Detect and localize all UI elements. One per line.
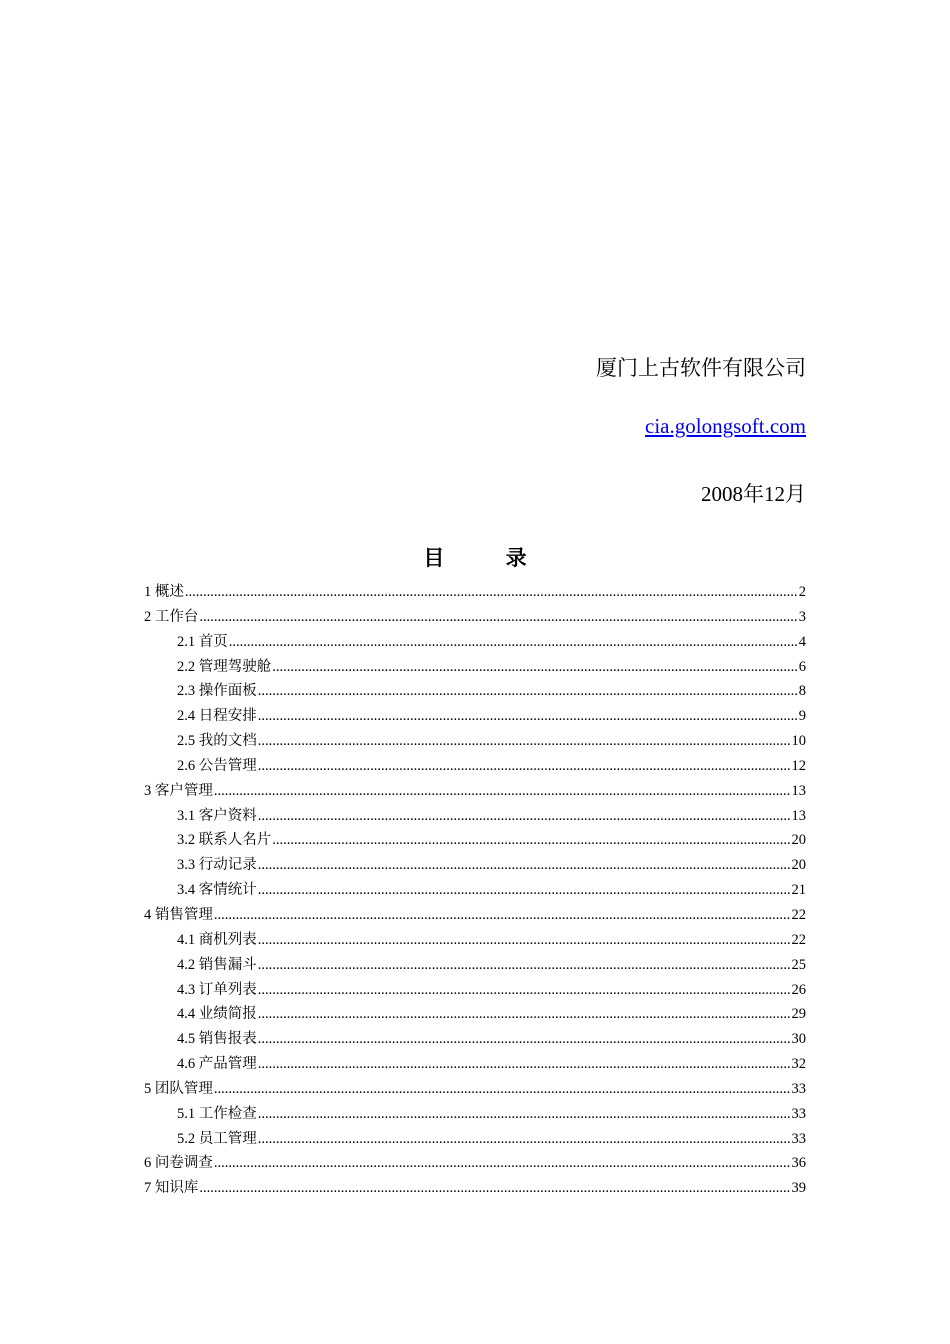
toc-entry-label: 2 工作台: [144, 608, 199, 625]
toc-dot-leader: [258, 978, 791, 1003]
toc-entry-label: 4.4 业绩简报: [177, 1006, 257, 1023]
toc-entry-label: 3.2 联系人名片: [177, 832, 272, 849]
toc-dot-leader: [214, 779, 791, 804]
toc-entry[interactable]: [144, 729, 806, 754]
toc-entry-page: 30: [791, 1031, 806, 1048]
toc-title: 目 录: [423, 546, 555, 570]
toc-entry-page: 22: [791, 906, 806, 923]
toc-entry-label: 1 概述: [144, 584, 184, 600]
toc-entry-page: 29: [791, 1006, 806, 1023]
toc-entry-page: 36: [791, 1155, 806, 1172]
toc-dot-leader: [272, 655, 798, 680]
toc-entry-label: 2.5 我的文档: [177, 733, 257, 750]
toc-dot-leader: [258, 804, 791, 829]
toc-dot-leader: [258, 679, 798, 704]
toc-entry-page: 4: [798, 633, 806, 650]
toc-entry[interactable]: [144, 1027, 806, 1052]
toc-dot-leader: [258, 953, 791, 978]
toc-entry-label: 5.2 员工管理: [177, 1130, 257, 1147]
toc-entry-label: 4.2 销售漏斗: [177, 956, 257, 973]
toc-entry[interactable]: [144, 1102, 806, 1127]
toc-entry-page: 12: [791, 757, 806, 774]
toc-entry-label: 4.6 产品管理: [177, 1056, 257, 1073]
toc-entry-page: 20: [791, 832, 806, 849]
toc-entry-label: 5 团队管理: [144, 1080, 213, 1097]
toc-entry[interactable]: [144, 1052, 806, 1077]
toc-entry[interactable]: [144, 630, 806, 655]
toc-dot-leader: [258, 878, 791, 903]
toc-entry-label: 2.6 公告管理: [177, 757, 257, 774]
toc-entry[interactable]: [144, 928, 806, 953]
toc-entry[interactable]: [144, 828, 806, 853]
toc-entry[interactable]: [144, 903, 806, 928]
toc-dot-leader: [258, 928, 791, 953]
toc-dot-leader: [258, 1027, 791, 1052]
toc-entry[interactable]: [144, 953, 806, 978]
toc-entry-label: 3.1 客户资料: [177, 807, 257, 824]
toc-entry-page: 10: [791, 733, 806, 750]
toc-entry-page: 20: [791, 857, 806, 874]
toc-entry-label: 2.3 操作面板: [177, 683, 257, 700]
toc-entry[interactable]: [144, 679, 806, 704]
toc-entry-page: 21: [791, 882, 806, 899]
toc-entry[interactable]: [144, 605, 806, 630]
toc-entry-label: 3 客户管理: [144, 782, 213, 799]
toc-dot-leader: [258, 1052, 791, 1077]
toc-entry-page: 13: [791, 782, 806, 799]
company-name: 厦门上古软件有限公司: [596, 356, 806, 380]
toc-entry-label: 7 知识库: [144, 1180, 199, 1197]
toc-entry-page: 26: [791, 981, 806, 998]
toc-dot-leader: [229, 630, 798, 655]
toc-entry-page: 33: [791, 1130, 806, 1147]
toc-entry[interactable]: [144, 804, 806, 829]
toc-entry-label: 4.1 商机列表: [177, 931, 257, 948]
toc-dot-leader: [199, 605, 797, 630]
toc-entry-label: 4.5 销售报表: [177, 1031, 257, 1048]
toc-entry-page: 25: [791, 956, 806, 973]
toc-entry-page: 22: [791, 931, 806, 948]
toc-entry-page: 3: [798, 608, 806, 625]
toc-dot-leader: [258, 729, 791, 754]
toc-entry-label: 4.3 订单列表: [177, 981, 257, 998]
toc-dot-leader: [272, 828, 790, 853]
toc-entry-page: 9: [798, 708, 806, 725]
toc-entry-page: 33: [791, 1080, 806, 1097]
toc-dot-leader: [258, 853, 791, 878]
toc-entry-page: 2: [798, 584, 806, 600]
toc-entry-label: 2.1 首页: [177, 633, 228, 650]
table-of-contents: [144, 580, 806, 1201]
toc-entry[interactable]: [144, 754, 806, 779]
toc-entry[interactable]: [144, 853, 806, 878]
toc-entry[interactable]: [144, 779, 806, 804]
toc-dot-leader: [199, 1176, 790, 1201]
toc-entry[interactable]: [144, 878, 806, 903]
toc-entry-page: 6: [798, 658, 806, 675]
toc-dot-leader: [258, 1002, 791, 1027]
toc-entry[interactable]: [144, 655, 806, 680]
toc-entry[interactable]: [144, 580, 806, 605]
toc-dot-leader: [258, 704, 798, 729]
toc-entry-page: 39: [791, 1180, 806, 1197]
toc-entry[interactable]: [144, 1127, 806, 1152]
toc-dot-leader: [258, 1127, 791, 1152]
toc-entry[interactable]: [144, 704, 806, 729]
toc-entry-page: 32: [791, 1056, 806, 1073]
toc-entry[interactable]: [144, 1002, 806, 1027]
toc-entry[interactable]: [144, 1176, 806, 1201]
toc-entry[interactable]: [144, 978, 806, 1003]
toc-dot-leader: [258, 754, 791, 779]
toc-entry[interactable]: [144, 1151, 806, 1176]
publish-date: 2008年12月: [701, 482, 806, 506]
toc-entry-page: 8: [798, 683, 806, 700]
toc-entry-label: 2.4 日程安排: [177, 708, 257, 725]
toc-dot-leader: [214, 1151, 791, 1176]
toc-dot-leader: [214, 903, 791, 928]
toc-entry-label: 5.1 工作检查: [177, 1105, 257, 1122]
website-line: [645, 414, 806, 439]
toc-dot-leader: [185, 580, 798, 605]
toc-entry[interactable]: [144, 1077, 806, 1102]
toc-entry-label: 3.3 行动记录: [177, 857, 257, 874]
toc-dot-leader: [258, 1102, 791, 1127]
toc-entry-label: 2.2 管理驾驶舱: [177, 658, 272, 675]
toc-entry-page: 13: [791, 807, 806, 824]
website-link[interactable]: cia.golongsoft.com: [645, 414, 806, 438]
toc-dot-leader: [214, 1077, 791, 1102]
toc-entry-label: 4 销售管理: [144, 906, 213, 923]
toc-entry-label: 3.4 客情统计: [177, 882, 257, 899]
toc-entry-page: 33: [791, 1105, 806, 1122]
toc-entry-label: 6 问卷调查: [144, 1155, 213, 1172]
